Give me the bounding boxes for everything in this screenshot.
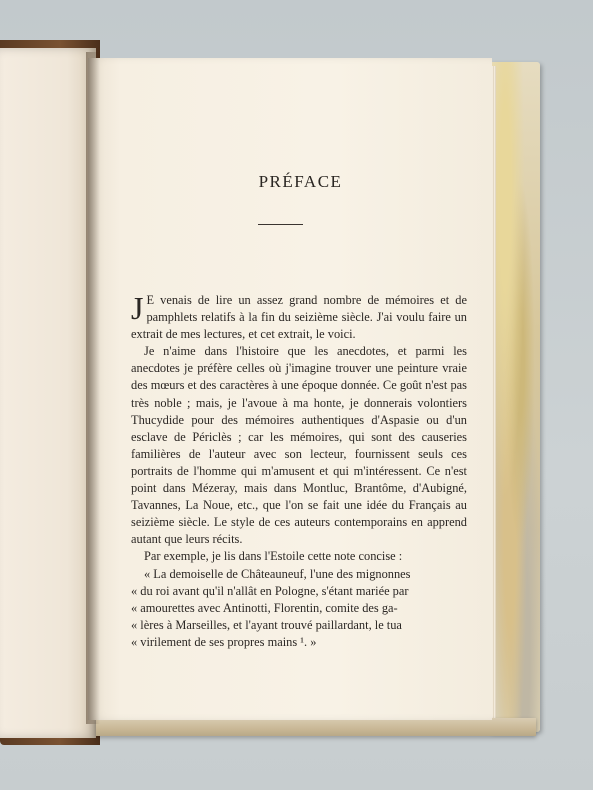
paragraph-2: Je n'aime dans l'histoire que les anecdotes, et parmi les anecdotes je préfère celles où j'imagine trouver une peinture vraie des mœurs et des caractères à une époque donnée. Ce goût n'est pas très noble ; mais, je l'avoue à ma honte, je donnerais volontiers Thucydide pour des mémoires authentiques d'Aspasie ou d'un esclave de Périclès ; car les mémoires, qui sont des causeries familières de l'auteur avec son lecteur, fournissent seuls ces portraits de l'homme qui m'amusent et qui m'intéressent. Ce n'est point dans Mézeray, mais dans Montluc, Brantôme, d'Aubigné, Tavannes, La Noue, etc., que l'on se fait une idée du Français au seizième siècle. Le style de ces auteurs contemporains en apprend autant que leurs récits. bbox=[131, 344, 467, 547]
quote-line: « lères à Marseilles, et l'ayant trouvé paillardant, le tua bbox=[131, 617, 402, 632]
page-title: PRÉFACE bbox=[258, 172, 343, 191]
paragraph-1: J E venais de lire un assez grand nombre de mémoires et de pamphlets relatifs à la fin du seizième siècle. J'ai voulu faire un extrait de mes lectures, et cet extrait, le voici. bbox=[131, 290, 467, 342]
marbled-cover-edge bbox=[490, 62, 540, 732]
drop-cap: J bbox=[131, 290, 144, 326]
quote-line: « du roi avant qu'il n'allât en Pologne, s'étant mariée par bbox=[131, 583, 409, 598]
preface-body bbox=[131, 292, 467, 651]
title-rule bbox=[258, 224, 303, 225]
quote-line: « virilement de ses propres mains ¹. » bbox=[131, 634, 317, 649]
paragraph-3: Par exemple, je lis dans l'Estoile cette note concise : bbox=[144, 549, 403, 564]
left-page bbox=[0, 48, 96, 738]
gutter-shadow bbox=[86, 52, 100, 724]
quote-line: « La demoiselle de Châteauneuf, l'une des mignonnes bbox=[144, 566, 411, 581]
quote-line: « amourettes avec Antinotti, Florentin, comite des ga- bbox=[131, 600, 398, 615]
book-bottom-edge bbox=[96, 718, 536, 736]
